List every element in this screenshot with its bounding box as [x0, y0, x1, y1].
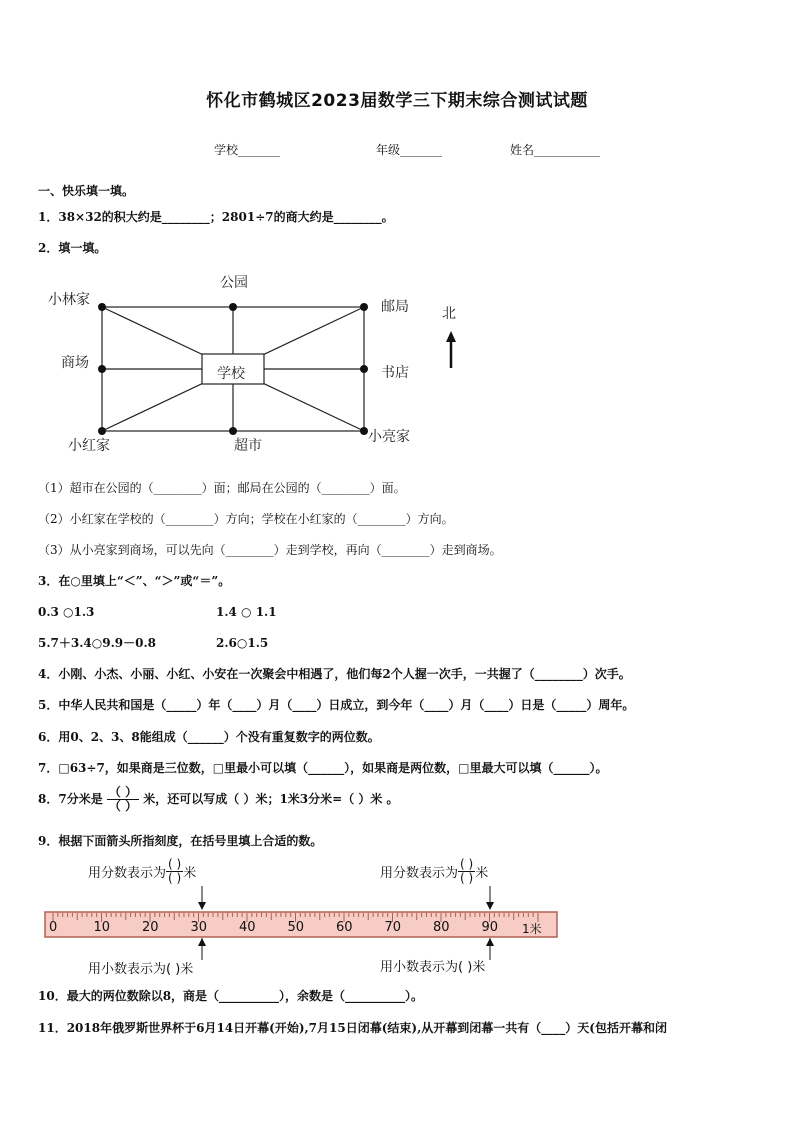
question-6: 6．用0、2、3、8能组成（______）个没有重复数字的两位数。	[38, 730, 380, 744]
arrow-down-icon	[486, 902, 494, 910]
question-4: 4．小刚、小杰、小丽、小红、小安在一次聚会中相遇了，他们每2个人握一次手，一共握了（________）次手。	[38, 667, 631, 681]
name-field[interactable]: 姓名___________	[510, 143, 601, 157]
compare-item-4: 2.6○1.5	[216, 636, 269, 650]
unit-text: 米	[475, 866, 489, 881]
label-xiaoliang-home: 小亮家	[368, 429, 410, 445]
grade-field[interactable]: 年级_______	[376, 143, 443, 157]
ruler-number: 90	[481, 920, 499, 935]
ruler-number: 80	[433, 920, 450, 935]
question-2-part-2: （2）小红家在学校的（________）方向；学校在小红家的（________）方向。	[38, 512, 454, 526]
label-mall: 商场	[61, 355, 89, 371]
question-11: 11．2018年俄罗斯世界杯于6月14日开幕(开始),7月15日闭幕(结束),从开幕到闭幕一共有（____）天(包括开幕和闭	[38, 1021, 667, 1035]
ruler-number: 20	[142, 920, 159, 935]
question-10: 10．最大的两位数除以8，商是（__________），余数是（__________）。	[38, 989, 424, 1003]
section-heading: 一、快乐填一填。	[38, 184, 135, 198]
label-post-office: 邮局	[381, 299, 409, 315]
ruler-fraction-blank-right[interactable]: $\frac{( )}{( )}$	[460, 857, 474, 885]
label-north: 北	[442, 306, 456, 322]
ruler-decimal-label-left: 用小数表示为( )米	[88, 962, 194, 977]
ruler-number: 40	[239, 920, 256, 935]
fraction-numerator[interactable]: （ ）	[108, 785, 138, 799]
compare-item-2: 1.4 ○ 1.1	[216, 605, 277, 619]
page-title: 怀化市鹤城区2023届数学三下期末综合测试试题	[206, 91, 588, 111]
question-9: 9．根据下面箭头所指刻度，在括号里填上合适的数。	[38, 834, 323, 848]
label-xiaolin-home: 小林家	[48, 292, 90, 308]
ruler-number: 30	[190, 920, 208, 935]
fraction-label-text: 用分数表示为	[88, 866, 167, 881]
arrow-up-icon	[198, 938, 206, 946]
arrow-down-icon	[198, 902, 206, 910]
question-5: 5．中华人民共和国是（_____）年（____）月（____）日成立，到今年（____）月（____）日是（_____）周年。	[38, 698, 635, 712]
question-8	[38, 786, 399, 813]
question-2-part-3: （3）从小亮家到商场，可以先向（________）走到学校，再向（________）走到商场。	[38, 543, 502, 557]
fraction-blank	[107, 786, 139, 813]
label-school: 学校	[217, 366, 245, 382]
map-diagram	[0, 0, 794, 470]
question-2: 2．填一填。	[38, 241, 107, 255]
question-8-suffix: 米，还可以写成（ ）米；1米3分米=（ ）米 。	[143, 792, 399, 806]
label-park: 公园	[220, 275, 248, 291]
ruler-number: 10	[93, 920, 111, 935]
school-field[interactable]: 学校_______	[214, 143, 281, 157]
ruler-number: 70	[384, 920, 402, 935]
arrow-up-icon	[486, 938, 494, 946]
fraction-denominator[interactable]: （ ）	[108, 799, 138, 813]
ruler-fraction-blank-left[interactable]: $\frac{( )}{( )}$	[168, 857, 182, 885]
ruler-number: 1米	[522, 922, 542, 936]
question-7: 7．□63÷7，如果商是三位数，□里最小可以填（______），如果商是两位数，□里最大可以填（______）。	[38, 761, 608, 775]
question-3: 3．在○里填上“＜”、“＞”或“＝”。	[38, 574, 231, 588]
ruler-number: 60	[336, 920, 353, 935]
compare-item-1: 0.3 ○1.3	[38, 605, 95, 619]
label-xiaohong-home: 小红家	[68, 438, 110, 454]
question-8-prefix: 8．7分米是	[38, 792, 103, 806]
label-bookstore: 书店	[381, 365, 409, 381]
question-2-part-1: （1）超市在公园的（________）面；邮局在公园的（________）面。	[38, 481, 406, 495]
fraction-label-text: 用分数表示为	[380, 866, 459, 881]
ruler-number: 0	[49, 920, 58, 935]
ruler-decimal-label-right: 用小数表示为( )米	[380, 960, 486, 975]
compare-item-3: 5.7＋3.4○9.9－0.8	[38, 636, 156, 650]
question-1: 1．38×32的积大约是________；2801÷7的商大约是________。	[38, 210, 394, 224]
ruler-number: 50	[287, 920, 305, 935]
unit-text: 米	[183, 866, 197, 881]
label-supermarket: 超市	[234, 438, 262, 454]
